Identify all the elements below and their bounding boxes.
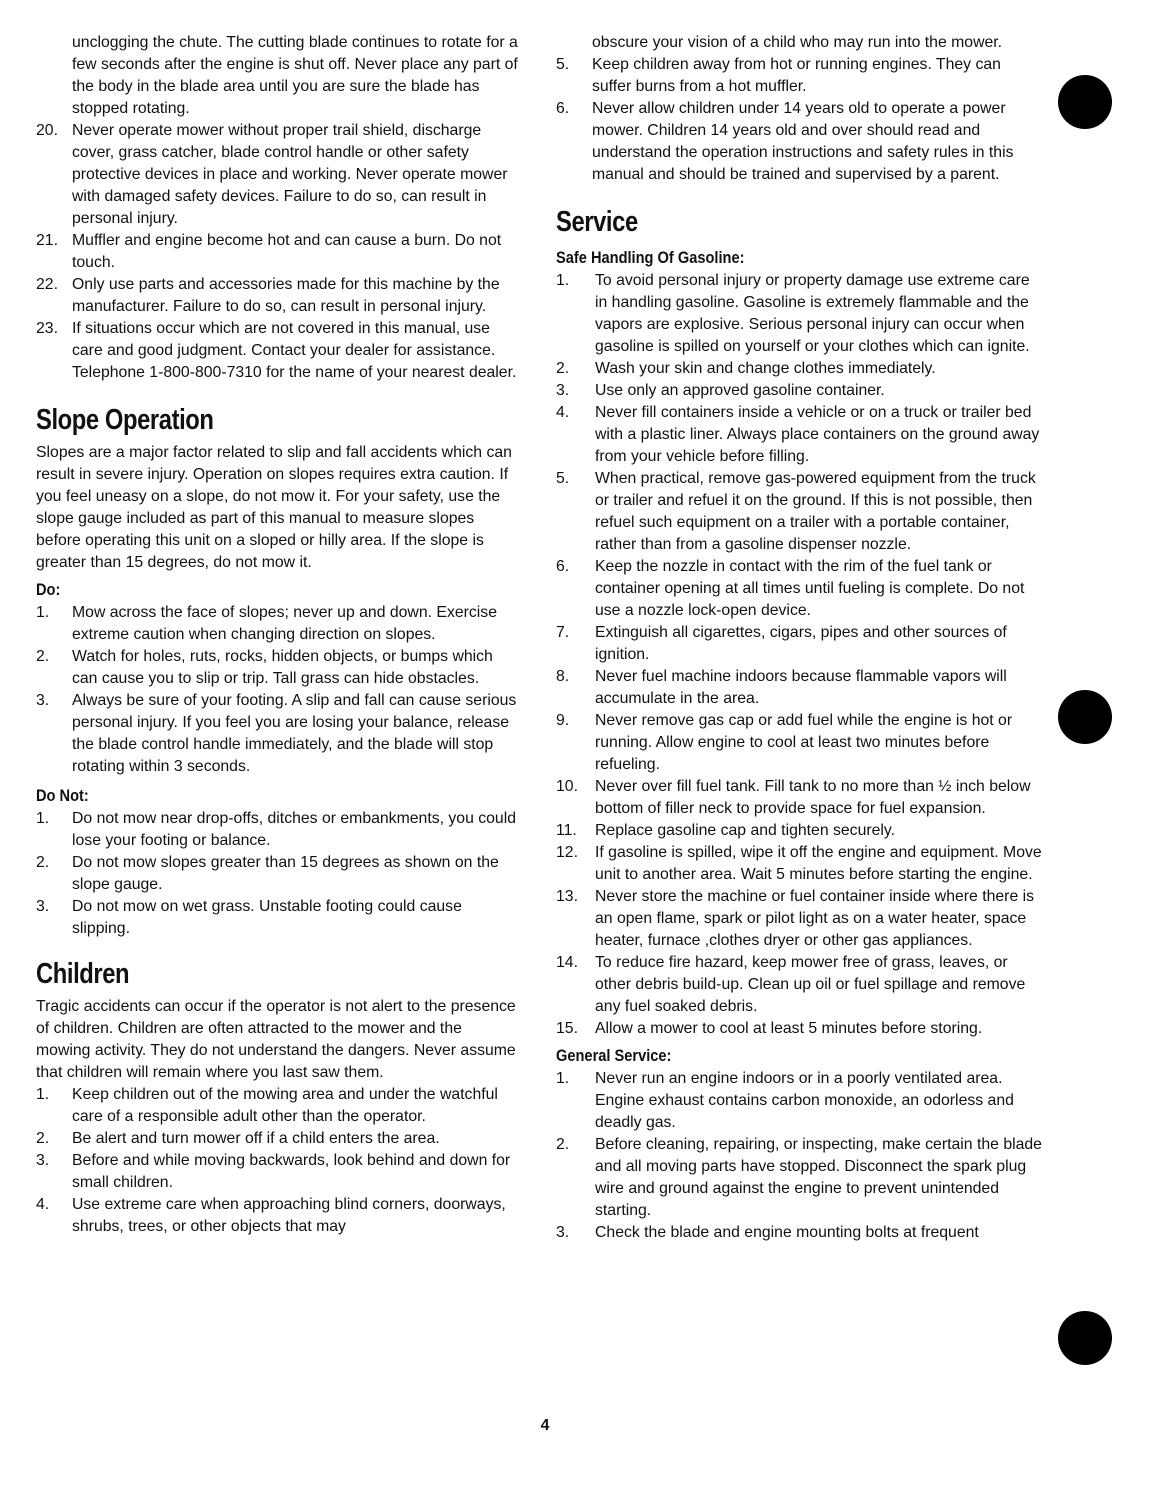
list-item-number: 3. [36, 692, 50, 709]
list-item [36, 1084, 518, 1128]
list-item [556, 380, 1044, 402]
list-item-text: If situations occur which are not covered in this manual, use care and good judgment. Contact your dealer for assistance. Telephone 1-800-800-7310 for the name of your nearest dealer. [72, 320, 517, 381]
list-item-number: 1. [36, 1086, 50, 1103]
list-item [36, 1194, 518, 1238]
list-item [556, 710, 1044, 776]
list-item-number: 7. [556, 624, 570, 641]
list-item-number: 6. [556, 558, 570, 575]
slope-operation-heading: Slope Operation [36, 404, 214, 436]
list-item [36, 230, 518, 274]
list-item-number: 5. [556, 56, 570, 73]
list-item-number: 2. [36, 1130, 50, 1147]
list-item-number: 23. [36, 320, 58, 337]
right-column [556, 32, 1044, 1244]
list-item-text: Mow across the face of slopes; never up and down. Exercise extreme caution when changing direction on slopes. [72, 604, 497, 643]
list-item [556, 1134, 1044, 1222]
list-item-text: To avoid personal injury or property damage use extreme care in handling gasoline. Gasoline is extremely flammable and the vapors are explosive. Serious personal injury can occur when gasoline is spilled on yourself or your clothes which can ignite. [595, 272, 1030, 355]
list-item-number: 15. [556, 1020, 578, 1037]
list-item [36, 852, 518, 896]
margin-dot [1058, 75, 1112, 129]
list-item-number: 5. [556, 470, 570, 487]
list-item-number: 10. [556, 778, 578, 795]
list-item-text: When practical, remove gas-powered equipment from the truck or trailer and refuel it on the ground. If this is not possible, then refuel such equipment on a trailer with a portable container, rather than from a gasoline dispenser nozzle. [595, 470, 1036, 553]
slope-intro: Slopes are a major factor related to slip and fall accidents which can result in severe injury. Operation on slopes requires extra caution. If you feel uneasy on a slope, do not mow it. For your safety, use the slope gauge included as part of this manual to measure slopes before operating this unit on a sloped or hilly area. If the slope is greater than 15 degrees, do not mow it. [36, 444, 512, 571]
continued-paragraph-right: obscure your vision of a child who may run into the mower. [592, 34, 1003, 51]
list-item-number: 3. [556, 1224, 570, 1241]
list-item-text: Extinguish all cigarettes, cigars, pipes and other sources of ignition. [595, 624, 1007, 663]
list-item [556, 842, 1044, 886]
list-item-text: Before and while moving backwards, look behind and down for small children. [72, 1152, 511, 1191]
list-item-number: 3. [36, 1152, 50, 1169]
list-item [556, 666, 1044, 710]
list-item-text: Replace gasoline cap and tighten securely. [595, 822, 896, 839]
list-item [36, 1128, 518, 1150]
list-item-number: 21. [36, 232, 58, 249]
list-item [36, 808, 518, 852]
list-item-text: Keep the nozzle in contact with the rim of the fuel tank or container opening at all times until fueling is complete. Do not use a nozzle lock-open device. [595, 558, 1025, 619]
list-item-text: Be alert and turn mower off if a child enters the area. [72, 1130, 440, 1147]
margin-dot [1058, 690, 1112, 744]
list-item-number: 4. [556, 404, 570, 421]
list-item-text: Do not mow on wet grass. Unstable footing could cause slipping. [72, 898, 462, 937]
children-heading: Children [36, 958, 130, 990]
left-column [36, 32, 518, 1238]
list-item-text: Do not mow near drop-offs, ditches or embankments, you could lose your footing or balance. [72, 810, 517, 849]
children-list [36, 1084, 518, 1238]
do-not-heading: Do Not: [36, 786, 89, 805]
list-item-number: 2. [556, 1136, 570, 1153]
margin-dot [1058, 1311, 1112, 1365]
list-item [36, 690, 518, 778]
list-item-text: Never allow children under 14 years old to operate a power mower. Children 14 years old and over should read and understand the operation instructions and safety rules in this manual and should be trained and supervised by a parent. [592, 100, 1014, 183]
list-item-number: 3. [36, 898, 50, 915]
list-item [36, 1150, 518, 1194]
list-item-text: Before cleaning, repairing, or inspecting, make certain the blade and all moving parts have stopped. Disconnect the spark plug wire and ground against the engine to prevent unintended starting. [595, 1136, 1042, 1219]
list-item [36, 602, 518, 646]
list-item-number: 1. [36, 604, 50, 621]
list-item [556, 556, 1044, 622]
children-intro: Tragic accidents can occur if the operator is not alert to the presence of children. Children are often attracted to the mower and the mowing activity. They do not understand the dangers. Never assume that children will remain where you last saw them. [36, 998, 516, 1081]
list-item-number: 8. [556, 668, 570, 685]
list-item-number: 11. [556, 822, 577, 839]
list-item [556, 98, 1044, 186]
list-item-text: Never run an engine indoors or in a poorly ventilated area. Engine exhaust contains carbon monoxide, an odorless and deadly gas. [595, 1070, 1014, 1131]
general-service-list [556, 1068, 1044, 1244]
list-item [556, 270, 1044, 358]
list-item-number: 1. [556, 272, 570, 289]
list-item-number: 1. [556, 1070, 570, 1087]
list-item [556, 1068, 1044, 1134]
list-item [36, 318, 518, 384]
list-item [556, 1018, 1044, 1040]
list-item-text: Use extreme care when approaching blind corners, doorways, shrubs, trees, or other objects that may [72, 1196, 506, 1235]
children-list-continued [556, 54, 1044, 186]
list-item-text: Do not mow slopes greater than 15 degrees as shown on the slope gauge. [72, 854, 499, 893]
list-item-text: Never store the machine or fuel container inside where there is an open flame, spark or pilot light as on a water heater, space heater, furnace ,clothes dryer or other gas appliances. [595, 888, 1035, 949]
list-item [556, 54, 1044, 98]
list-item-text: Use only an approved gasoline container. [595, 382, 885, 399]
service-heading: Service [556, 206, 638, 238]
list-item [36, 646, 518, 690]
list-item-number: 1. [36, 810, 50, 827]
list-item [36, 896, 518, 940]
continued-paragraph: unclogging the chute. The cutting blade continues to rotate for a few seconds after the engine is shut off. Never place any part of the body in the blade area until you are sure the blade has stopped rotating. [72, 34, 518, 117]
list-item-text: Keep children away from hot or running engines. They can suffer burns from a hot muffler. [592, 56, 1001, 95]
list-item-number: 14. [556, 954, 578, 971]
list-item [556, 358, 1044, 380]
list-item [556, 776, 1044, 820]
list-item-number: 22. [36, 276, 58, 293]
list-item-number: 4. [36, 1196, 50, 1213]
list-item-number: 13. [556, 888, 578, 905]
list-item-number: 2. [36, 854, 50, 871]
list-item [556, 468, 1044, 556]
list-item [556, 402, 1044, 468]
list-item-text: Keep children out of the mowing area and under the watchful care of a responsible adult other than the operator. [72, 1086, 498, 1125]
general-service-heading: General Service: [556, 1046, 672, 1065]
list-item-text: Only use parts and accessories made for this machine by the manufacturer. Failure to do so, can result in personal injury. [72, 276, 500, 315]
list-item-number: 9. [556, 712, 570, 729]
list-item-text: To reduce fire hazard, keep mower free of grass, leaves, or other debris build-up. Clean up oil or fuel spillage and remove any fuel soaked debris. [595, 954, 1026, 1015]
gasoline-list [556, 270, 1044, 1040]
list-item [556, 952, 1044, 1018]
list-item-text: Muffler and engine become hot and can cause a burn. Do not touch. [72, 232, 502, 271]
list-item [556, 886, 1044, 952]
list-item-number: 6. [556, 100, 570, 117]
list-item [36, 274, 518, 318]
list-item-number: 2. [556, 360, 570, 377]
list-item-text: Never remove gas cap or add fuel while the engine is hot or running. Allow engine to cool at least two minutes before refueling. [595, 712, 1013, 773]
list-item-text: Never over fill fuel tank. Fill tank to no more than ½ inch below bottom of filler neck to provide space for fuel expansion. [595, 778, 1031, 817]
list-item [36, 120, 518, 230]
do-not-list [36, 808, 518, 940]
list-item-number: 12. [556, 844, 578, 861]
list-item-text: If gasoline is spilled, wipe it off the engine and equipment. Move unit to another area. Wait 5 minutes before starting the engine. [595, 844, 1042, 883]
list-item-text: Never operate mower without proper trail shield, discharge cover, grass catcher, blade control handle or other safety protective devices in place and working. Never operate mower with damaged safety devices. Failure to do so, can result in personal injury. [72, 122, 508, 227]
list-item-text: Never fuel machine indoors because flammable vapors will accumulate in the area. [595, 668, 1007, 707]
list-item-number: 20. [36, 122, 58, 139]
list-item-text: Always be sure of your footing. A slip and fall can cause serious personal injury. If you feel you are losing your balance, release the blade control handle immediately, and the blade will stop rotating within 3 seconds. [72, 692, 517, 775]
list-item-number: 2. [36, 648, 50, 665]
list-item-text: Allow a mower to cool at least 5 minutes before storing. [595, 1020, 983, 1037]
list-item-number: 3. [556, 382, 570, 399]
list-item-text: Watch for holes, ruts, rocks, hidden objects, or bumps which can cause you to slip or trip. Tall grass can hide obstacles. [72, 648, 493, 687]
do-list [36, 602, 518, 778]
safety-rules-list [36, 120, 518, 384]
gasoline-heading: Safe Handling Of Gasoline: [556, 248, 745, 267]
list-item-text: Wash your skin and change clothes immediately. [595, 360, 936, 377]
list-item-text: Never fill containers inside a vehicle or on a truck or trailer bed with a plastic liner. Always place containers on the ground away from your vehicle before filling. [595, 404, 1040, 465]
do-heading: Do: [36, 580, 61, 599]
list-item-text: Check the blade and engine mounting bolts at frequent [595, 1224, 979, 1241]
page-number: 4 [540, 1417, 550, 1434]
list-item [556, 1222, 1044, 1244]
list-item [556, 820, 1044, 842]
list-item [556, 622, 1044, 666]
